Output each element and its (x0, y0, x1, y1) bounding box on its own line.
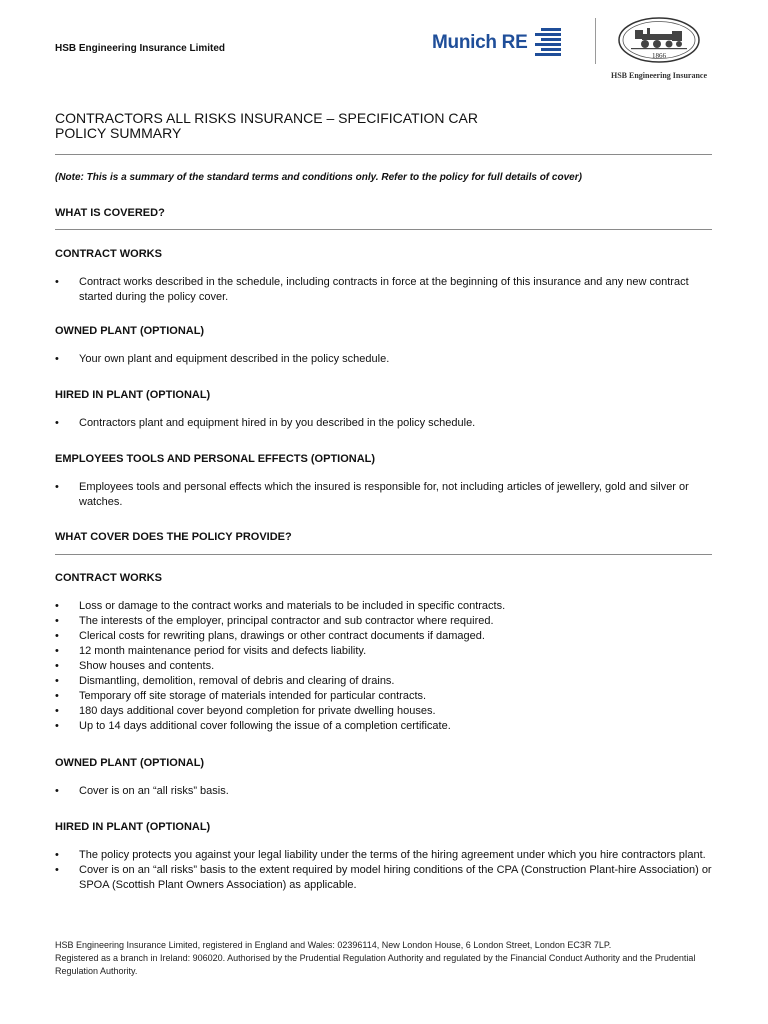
owned-plant-list (55, 352, 715, 367)
list-item: • Loss or damage to the contract works and materials to be included in specific contracts. (55, 599, 715, 614)
list-item: • Contractors plant and equipment hired in by you described in the policy schedule. (55, 416, 715, 431)
hsb-year: 1866 (652, 52, 666, 60)
list-item: • The interests of the employer, principal contractor and sub contractor where required. (55, 614, 715, 629)
subheading-contract-works: CONTRACT WORKS (55, 248, 162, 260)
section-heading-cover-provided: WHAT COVER DOES THE POLICY PROVIDE? (55, 531, 292, 543)
list-item: • The policy protects you against your legal liability under the terms of the hiring agreement under which you hire contractors plant. (55, 848, 715, 863)
munich-re-wordmark: Munich RE (432, 32, 528, 53)
section-heading-what-is-covered: WHAT IS COVERED? (55, 207, 165, 219)
page-footer (55, 939, 715, 978)
hsb-locomotive-emblem-icon (617, 16, 701, 64)
list-item: • Temporary off site storage of materials intended for particular contracts. (55, 689, 715, 704)
title-line-1: CONTRACTORS ALL RISKS INSURANCE – SPECIFICATION CAR (55, 110, 478, 126)
company-name: HSB Engineering Insurance Limited (55, 43, 226, 54)
list-item: • Dismantling, demolition, removal of debris and clearing of drains. (55, 674, 715, 689)
subheading-owned-plant: OWNED PLANT (OPTIONAL) (55, 757, 205, 769)
subheading-hired-plant: HIRED IN PLANT (OPTIONAL) (55, 389, 211, 401)
list-item: • Your own plant and equipment described in the policy schedule. (55, 352, 715, 367)
hsb-logo (600, 16, 718, 80)
footer-authorisation: Registered as a branch in Ireland: 906020. Authorised by the Prudential Regulation Authority and regulated by the Financial Conduct Authority and the Prudential Regulation Authority. (55, 953, 696, 976)
list-item: • Cover is on an “all risks” basis. (55, 784, 715, 799)
document-title (55, 111, 478, 141)
cover-contract-works-list (55, 599, 715, 734)
list-item: • Up to 14 days additional cover following the issue of a completion certificate. (55, 719, 715, 734)
munich-re-mark-icon (535, 28, 561, 58)
munich-re-logo (432, 26, 561, 60)
hired-plant-list (55, 416, 715, 431)
footer-registration: HSB Engineering Insurance Limited, registered in England and Wales: 02396114, New London House, 6 London Street, London EC3R 7LP. (55, 940, 612, 950)
subheading-owned-plant: OWNED PLANT (OPTIONAL) (55, 325, 205, 337)
list-item: • Clerical costs for rewriting plans, drawings or other contract documents if damaged. (55, 629, 715, 644)
section-rule (55, 229, 712, 230)
hsb-caption: HSB Engineering Insurance (610, 71, 707, 80)
cover-hired-plant-list (55, 848, 715, 893)
title-line-2: POLICY SUMMARY (55, 125, 182, 141)
summary-note: (Note: This is a summary of the standard terms and conditions only. Refer to the policy for full details of cover) (55, 172, 582, 183)
header-divider (595, 18, 596, 64)
section-rule (55, 554, 712, 555)
contract-works-list (55, 275, 715, 305)
subheading-hired-plant: HIRED IN PLANT (OPTIONAL) (55, 821, 211, 833)
cover-owned-plant-list (55, 784, 715, 799)
title-rule (55, 154, 712, 155)
list-item: • Contract works described in the schedule, including contracts in force at the beginning of this insurance and any new contract started during the policy cover. (55, 275, 715, 305)
list-item: • 12 month maintenance period for visits and defects liability. (55, 644, 715, 659)
list-item: • Cover is on an “all risks” basis to the extent required by model hiring conditions of the CPA (Construction Plant-hire Association) or SPOA (Scottish Plant Owners Association) as applicable. (55, 863, 715, 893)
list-item: • Show houses and contents. (55, 659, 715, 674)
subheading-contract-works: CONTRACT WORKS (55, 572, 162, 584)
list-item: • Employees tools and personal effects which the insured is responsible for, not including articles of jewellery, gold and silver or watches. (55, 480, 715, 510)
employees-tools-list (55, 480, 715, 510)
list-item: • 180 days additional cover beyond completion for private dwelling houses. (55, 704, 715, 719)
subheading-employees-tools: EMPLOYEES TOOLS AND PERSONAL EFFECTS (OPTIONAL) (55, 453, 376, 465)
